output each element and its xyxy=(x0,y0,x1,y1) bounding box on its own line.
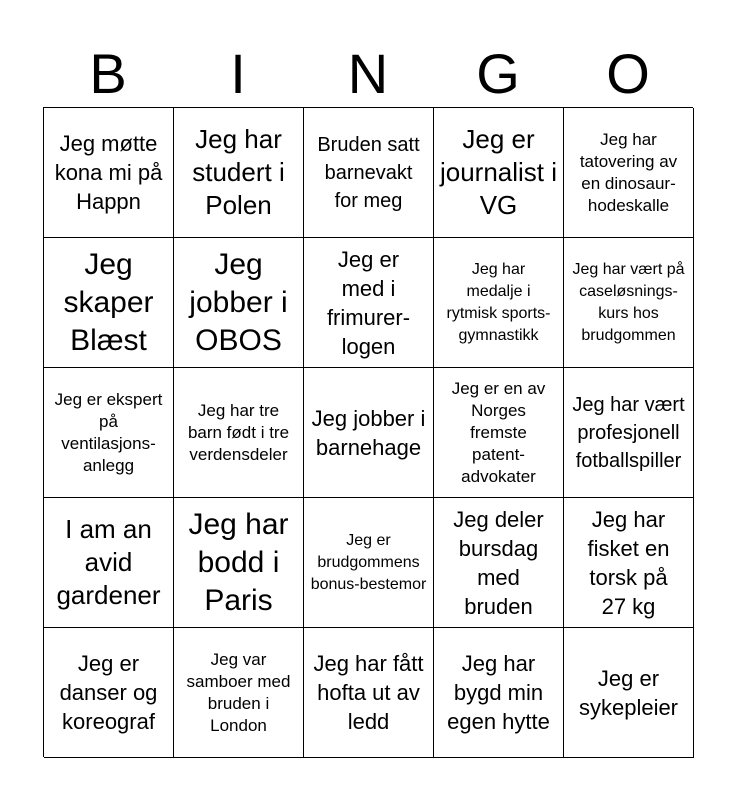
header-letter-b: B xyxy=(89,42,127,105)
cell-text: Jeg jobber i OBOS xyxy=(189,247,288,357)
cell-text: Bruden satt barnevakt for meg xyxy=(317,133,420,212)
cell-text: Jeg har medalje i rytmisk sports-gymnastikk xyxy=(446,260,551,344)
cell-text: Jeg jobber i barnehage xyxy=(311,405,426,460)
bingo-cell[interactable] xyxy=(564,238,694,368)
cell-text: Jeg er en av Norges fremste patent-advokater xyxy=(451,378,546,486)
cell-text: Jeg har bygd min egen hytte xyxy=(447,651,550,734)
bingo-cell[interactable] xyxy=(44,368,174,498)
bingo-cell[interactable] xyxy=(434,368,564,498)
header-letter-i: I xyxy=(230,42,246,105)
bingo-cell[interactable] xyxy=(564,628,694,758)
bingo-cell[interactable] xyxy=(564,368,694,498)
bingo-cell[interactable] xyxy=(434,238,564,368)
bingo-cell[interactable] xyxy=(174,108,304,238)
bingo-cell[interactable] xyxy=(174,498,304,628)
bingo-cell[interactable] xyxy=(174,368,304,498)
bingo-cell[interactable] xyxy=(174,238,304,368)
bingo-cell[interactable] xyxy=(304,108,434,238)
cell-text: Jeg har fått hofta ut av ledd xyxy=(313,651,424,734)
cell-text: Jeg har tre barn født i tre verdensdeler xyxy=(187,400,290,464)
header-letter-g: G xyxy=(476,42,520,105)
cell-text: Jeg møtte kona mi på Happn xyxy=(54,131,163,214)
header-letter-o: O xyxy=(606,42,650,105)
cell-text: Jeg er brudgommens bonus-bestemor xyxy=(310,531,427,593)
bingo-cell[interactable] xyxy=(44,108,174,238)
bingo-cell[interactable] xyxy=(434,498,564,628)
cell-text: Jeg er danser og koreograf xyxy=(59,651,158,734)
cell-text: Jeg har fisket en torsk på 27 kg xyxy=(587,506,670,619)
cell-text: Jeg er sykepleier xyxy=(578,665,679,720)
cell-text: Jeg deler bursdag med bruden xyxy=(453,506,544,619)
bingo-cell[interactable] xyxy=(304,498,434,628)
cell-text: Jeg er ekspert på ventilasjons-anlegg xyxy=(54,389,163,475)
bingo-cell[interactable] xyxy=(304,368,434,498)
cell-text: Jeg har studert i Polen xyxy=(192,124,285,220)
cell-text: Jeg har bodd i Paris xyxy=(188,507,289,617)
bingo-header xyxy=(43,42,693,106)
bingo-cell[interactable] xyxy=(564,108,694,238)
header-letter-n: N xyxy=(347,42,389,105)
bingo-cell[interactable] xyxy=(174,628,304,758)
cell-text: I am an avid gardener xyxy=(56,514,161,610)
cell-text: Jeg har vært på caseløsnings-kurs hos brudgommen xyxy=(572,260,685,344)
bingo-cell[interactable] xyxy=(434,108,564,238)
cell-text: Jeg skaper Blæst xyxy=(63,247,154,357)
cell-text: Jeg er journalist i VG xyxy=(439,124,558,220)
bingo-cell[interactable] xyxy=(304,628,434,758)
bingo-cell[interactable] xyxy=(44,238,174,368)
bingo-cell[interactable] xyxy=(564,498,694,628)
cell-text: Jeg har vært profesjonell fotballspiller xyxy=(572,393,685,472)
cell-text: Jeg har tatovering av en dinosaur-hodeskalle xyxy=(579,129,678,215)
bingo-cell[interactable] xyxy=(44,498,174,628)
cell-text: Jeg er med i frimurer-logen xyxy=(326,246,411,359)
bingo-grid xyxy=(43,107,693,757)
cell-text: Jeg var samboer med bruden i London xyxy=(186,649,291,735)
bingo-cell[interactable] xyxy=(434,628,564,758)
bingo-cell[interactable] xyxy=(44,628,174,758)
bingo-cell[interactable] xyxy=(304,238,434,368)
